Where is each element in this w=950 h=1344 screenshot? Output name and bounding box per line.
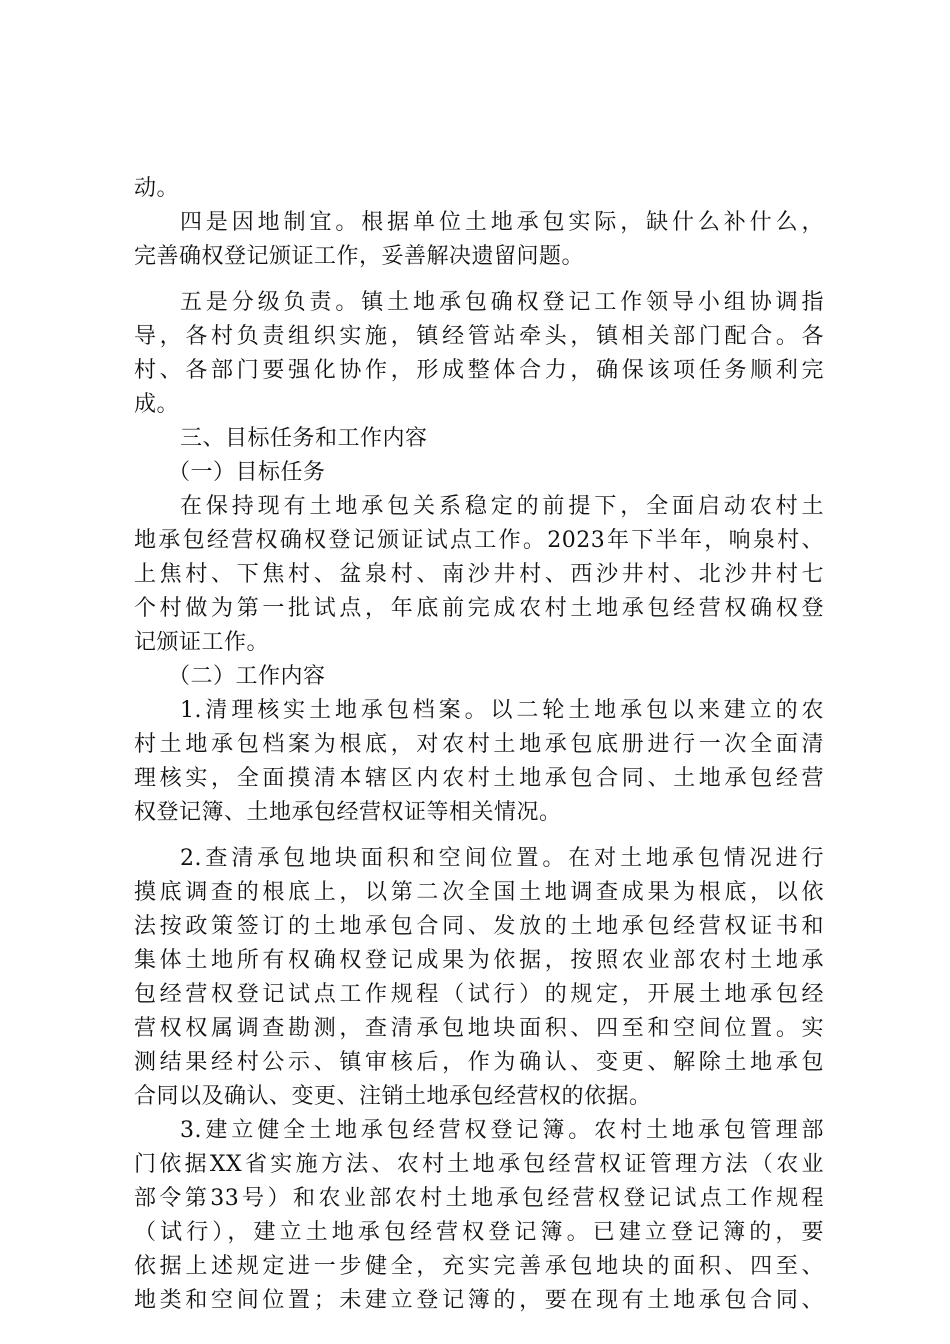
text-line: 五是分级负责。镇土地承包确权登记工作领导小组协调指 bbox=[180, 290, 824, 315]
text-line: 法按政策签订的土地承包合同、发放的土地承包经营权证书和 bbox=[134, 914, 824, 939]
text-line: 依据上述规定进一步健全，充实完善承包地块的面积、四至、 bbox=[134, 1254, 824, 1279]
text-line: 在保持现有土地承包关系稳定的前提下，全面启动农村土 bbox=[180, 494, 824, 519]
text-line: 包经营权登记试点工作规程（试行）的规定，开展土地承包经 bbox=[134, 982, 824, 1007]
text-line: 动。 bbox=[134, 176, 180, 201]
text-line: 1.清理核实土地承包档案。以二轮土地承包以来建立的农 bbox=[180, 698, 824, 723]
text-line: 记颁证工作。 bbox=[134, 630, 270, 655]
text-line: 门依据XX省实施方法、农村土地承包经营权证管理方法（农业 bbox=[134, 1152, 824, 1177]
text-line: （试行），建立土地承包经营权登记簿。已建立登记簿的，要 bbox=[134, 1220, 824, 1245]
text-line: 理核实，全面摸清本辖区内农村土地承包合同、土地承包经营 bbox=[134, 766, 824, 791]
text-line: 测结果经村公示、镇审核后，作为确认、变更、解除土地承包 bbox=[134, 1050, 824, 1075]
text-line: 部令第33号）和农业部农村土地承包经营权登记试点工作规程 bbox=[134, 1186, 824, 1211]
text-line: 村土地承包档案为根底，对农村土地承包底册进行一次全面清 bbox=[134, 732, 824, 757]
text-line: 权登记簿、土地承包经营权证等相关情况。 bbox=[134, 800, 562, 825]
text-line: 四是因地制宜。根据单位土地承包实际，缺什么补什么， bbox=[180, 210, 824, 235]
text-line: 3.建立健全土地承包经营权登记簿。农村土地承包管理部 bbox=[180, 1118, 824, 1143]
text-line: 摸底调查的根底上，以第二次全国土地调查成果为根底，以依 bbox=[134, 880, 824, 905]
subsection-heading: （一）目标任务 bbox=[168, 460, 326, 485]
text-line: 村、各部门要强化协作，形成整体合力，确保该项任务顺利完 bbox=[134, 358, 824, 383]
text-line: 合同以及确认、变更、注销土地承包经营权的依据。 bbox=[134, 1084, 652, 1109]
text-line: 地类和空间位置；未建立登记簿的，要在现有土地承包合同、 bbox=[134, 1288, 824, 1313]
text-line: 上焦村、下焦村、盆泉村、南沙井村、西沙井村、北沙井村七 bbox=[134, 562, 824, 587]
text-line: 完善确权登记颁证工作，妥善解决遗留问题。 bbox=[134, 244, 585, 269]
text-line: 导，各村负责组织实施，镇经管站牵头，镇相关部门配合。各 bbox=[134, 324, 824, 349]
text-line: 集体土地所有权确权登记成果为依据，按照农业部农村土地承 bbox=[134, 948, 824, 973]
section-heading: 三、目标任务和工作内容 bbox=[180, 426, 428, 451]
text-line: 营权权属调查勘测，查清承包地块面积、四至和空间位置。实 bbox=[134, 1016, 824, 1041]
text-line: 个村做为第一批试点，年底前完成农村土地承包经营权确权登 bbox=[134, 596, 824, 621]
text-line: 成。 bbox=[134, 392, 180, 417]
text-line: 2.查清承包地块面积和空间位置。在对土地承包情况进行 bbox=[180, 846, 824, 871]
text-line: 地承包经营权确权登记颁证试点工作。2023年下半年，响泉村、 bbox=[134, 528, 824, 553]
subsection-heading: （二）工作内容 bbox=[168, 664, 326, 689]
